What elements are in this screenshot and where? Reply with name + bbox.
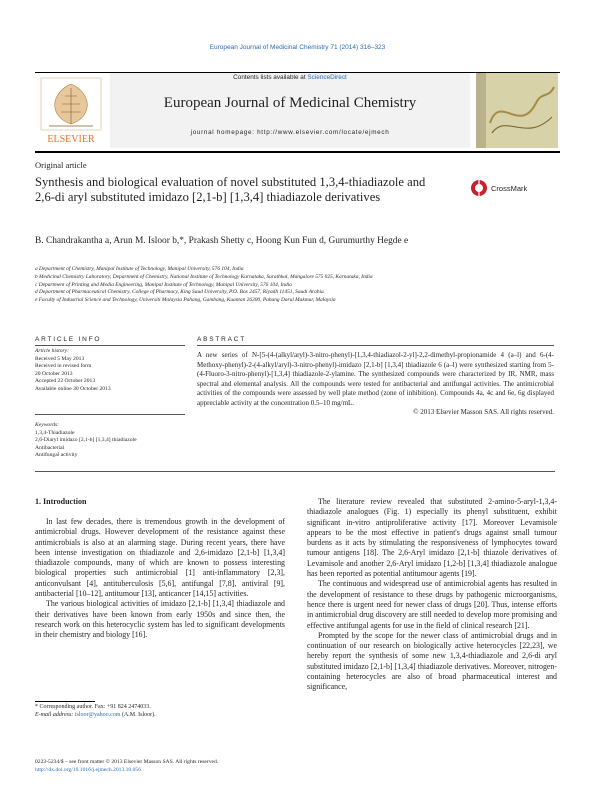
article-info-rule [35,345,185,346]
paragraph: In last few decades, there is tremendous growth in the development of antimicrobial drugs. However development of the resistance against these antimicrobials is also at an alarming stage. During recent years, there have been intense investigation on thiadiazole and 2,6-imidazo [2,1-b] [1,3,4] thiadiazole compounds, many of which are known to possess interesting biological properties such antimicrobial [1] anti-inflammatory [2,3], anticonvulsant [4], antituberculosis [5,6], antifungal [7,8], antiviral [9], antibacterial [10–12], antitumour [13], anticancer [14,15] activities. [35,517,285,599]
history-revised-date: 20 October 2013 [35,370,73,377]
footnote [35,703,295,719]
affiliation-a: a Department of Chemistry, Manipal Institute of Technology, Manipal University, 576 104, India [35,266,244,272]
crossmark-badge[interactable] [470,178,560,198]
email-line [35,711,295,719]
elsevier-wordmark: ELSEVIER [47,134,95,145]
article-info [35,348,185,460]
section-heading-introduction: 1. Introduction [35,497,87,506]
issn-line: 0223-5234/$ – see front matter © 2013 Elsevier Masson SAS. All rights reserved. [35,759,219,765]
email-suffix: (A.M. Isloor). [120,712,156,718]
keyword-item: 1,3,4-Thiadiazole [35,429,75,436]
doi-link[interactable]: http://dx.doi.org/10.1016/j.ejmech.2013.10.056 [35,766,142,773]
affiliation-d: d Department of Pharmaceutical Chemistry, College of Pharmacy, King Saud University, P.O. Box 2457, Riyadh 11451, Saudi Arabia [35,289,324,296]
body-column-right [307,497,557,693]
abstract [197,351,554,418]
affiliation-b: b Medicinal Chemistry Laboratory, Department of Chemistry, National Institute of Technology Karnataka, Surathkal, Mangalore 575 025, Karnataka, India [35,273,373,280]
footnote-rule [35,701,95,702]
abstract-top-rule [197,345,554,346]
keyword-item: Antifungal activity [35,452,78,458]
email-label: E-mail address: [35,712,75,718]
journal-homepage[interactable]: journal homepage: http://www.elsevier.com/locate/ejmech [190,129,390,136]
article-info-heading: ARTICLE INFO [35,336,102,343]
history-accepted: Accepted 22 October 2013 [35,378,96,384]
abstract-heading: ABSTRACT [197,336,247,343]
abstract-copyright: © 2013 Elsevier Masson SAS. All rights reserved. [413,408,554,416]
running-head: European Journal of Medicinal Chemistry 71 (2014) 316–323 [209,44,386,51]
paragraph: The literature review revealed that substituted 2-amino-5-aryl-1,3,4-thiadiazole analogues (Fig. 1) especially its phenyl substituent, exhibit significant in-vitro antiproliferative activity [17]. Moreover Levamisole appears to be the most effective in patient's drugs against small tumour burdens as it acts by stimulating the responsiveness of lymphocytes toward tumour antigens [18]. The 2,6-Aryl imidazo [2,1-b] thiazole derivatives of Levamisole and another 2,6-Aryl imidazo [1,2-b] [1,3,4] thiadiazole analogue has been reported as potential antitumour agents [19]. [307,497,557,579]
crossmark-label: CrossMark [491,184,528,193]
history-revised: Received in revised form [35,363,92,369]
history-online: Available online 30 October 2013 [35,385,111,392]
history-label: Article history: [35,348,70,354]
sciencedirect-link[interactable]: ScienceDirect [307,74,347,81]
page-footer [35,759,335,774]
contents-line [110,74,470,81]
spacer [35,393,185,422]
author-list: B. Chandrakantha a, Arun M. Isloor b,*, Prakash Shetty c, Hoong Kun Fun d, Gurumurthy Hegde e [35,236,409,246]
journal-name: European Journal of Medicinal Chemistry [163,95,417,111]
contents-prefix: Contents lists available at [233,74,308,81]
abstract-text: A new series of N-[5-(4-(alkyl/aryl)-3-nitro-phenyl)-[1,3,4-thiadiazol-2-yl]-2,2-dimethyl-propionamide 4 (a–l) and 6-(4-Methoxy-phenyl)-2-(4-alkyl/aryl)-3-nitro-phenyl)-imidazo [2,1-b] [1,3,4] thiadiazole 6 (a–l) were synthesized starting from 5-(4-Fluoro-3-nitro-phenyl)-[1,3,4] thiadiazole-2-ylamine. The synthesized compounds were characterized by IR, NMR, mass spectral and elemental analysis. All the compounds were tested for antibacterial and antifungal activities. The antimicrobial activities of the compounds were assessed by well plate method (zone of inhibition). Compounds 4a, 4c and 6e, 6g displayed appreciable activity at the concentration 0.5–10 mg/mL. [197,351,554,407]
abstract-bottom-rule [35,471,555,472]
keyword-item: Antibacterial [35,444,65,451]
keywords-label: Keywords: [35,422,60,428]
article-title: Synthesis and biological evaluation of novel substituted 1,3,4-thiadiazole and 2,6-di aryl substituted imidazo [2,1-b] [1,3,4] thiadiazole derivatives [35,175,426,204]
article-type: Original article [35,160,87,170]
journal-cover-thumbnail[interactable] [476,73,558,148]
paragraph: Prompted by the scope for the newer class of antimicrobial drugs and in continuation of our research on biologically active heterocycles [22,23], we hereby report the synthesis of some new 1,3,4-thiadiazole and 2,6-di aryl substituted imidazo [2,1-b] [1,3,4] thiadiazole derivatives. Moreover, nitrogen-containing heterocycles are also of broad pharmaceutical interest and significance, [307,630,557,692]
affiliation-e: e Faculty of Industrial Science and Technology, Universiti Malaysia Pahang, Gambang, Kuantan 26300, Pahang Darul Makmur, Malaysia [35,297,336,304]
email-link[interactable]: isloor@yahoo.com [74,712,121,718]
elsevier-logo[interactable] [35,74,107,148]
history-received: Received 5 May 2013 [35,355,85,362]
keyword-item: 2,6-Diaryl imidazo [2,1-b] [1,3,4] thiadiazole [35,437,137,443]
affiliation-c: c Department of Printing and Media Engineering, Manipal Institute of Technology, Manipal University, 576 104, India [35,281,292,288]
paragraph: The continuous and widespread use of antimicrobial agents has resulted in the development of resistance to these drugs by pathogenic microorganisms, hence there is urgent need for newer class of drugs [20]. Thus, intense efforts in antimicrobial drug discovery are still needed to develop more promising and effective antifungal agents for use in the field of clinical research [21]. [307,579,557,630]
body-column-left [35,517,285,641]
masthead-bottom-rule [35,151,560,153]
corresponding-author: * Corresponding author. Fax: +91 824 2474033. [35,704,151,710]
paragraph: The various biological activities of imidazo [2,1-b] [1,3,4] thiadiazole and their derivatives have been known from early 1950s and since then, the research work on this heterocyclic system has led to significant developments in their chemistry and biology [16]. [35,599,285,640]
affiliation-list [35,266,565,305]
